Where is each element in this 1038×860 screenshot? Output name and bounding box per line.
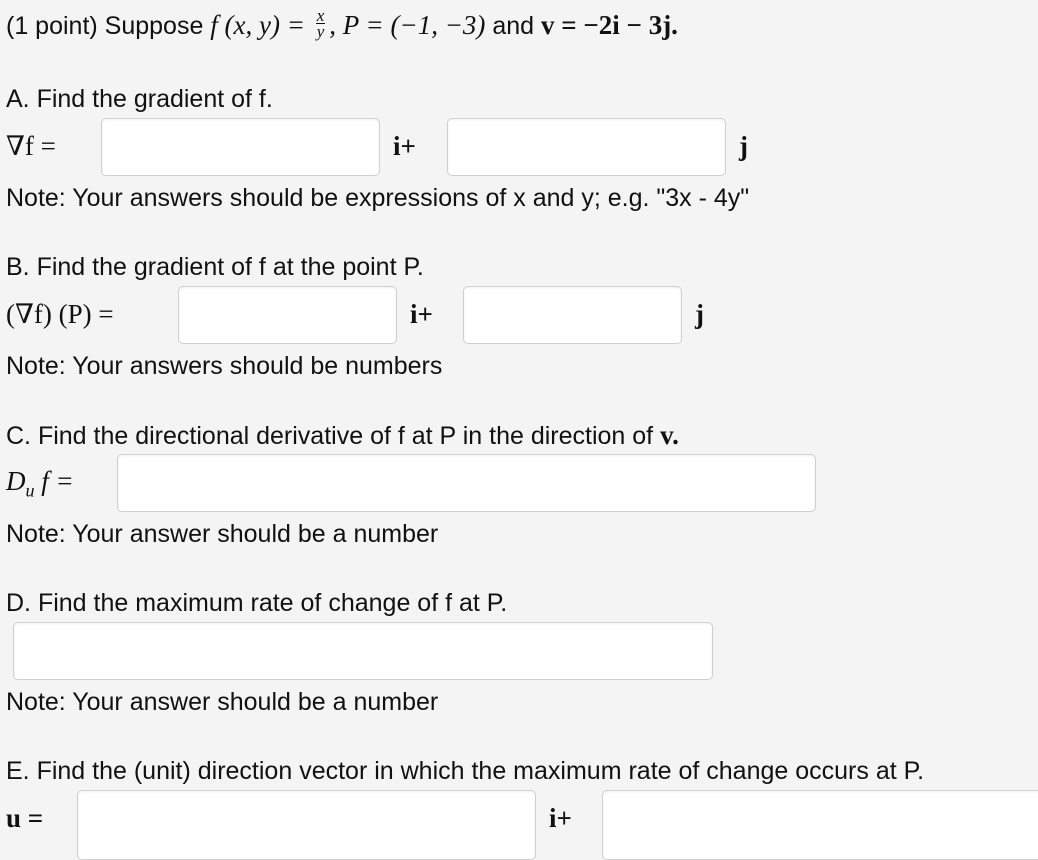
part-c-prompt-text: C. Find the directional derivative of f at P in the direction of (6, 422, 661, 450)
part-a-i-unit: i+ (393, 131, 416, 161)
part-a-prompt: A. Find the gradient of f. (6, 85, 273, 113)
directional-derivative-symbol: D (6, 466, 26, 496)
gradient-j-input[interactable] (447, 118, 726, 176)
part-c-label (6, 466, 74, 505)
part-a-note: Note: Your answers should be expressions of x and y; e.g. "3x - 4y" (6, 184, 750, 212)
problem-statement (6, 5, 678, 43)
part-c-prompt-vector: v. (660, 420, 679, 450)
max-rate-input[interactable] (13, 622, 713, 680)
part-a-j-unit: j (739, 131, 748, 161)
part-c-note: Note: Your answer should be a number (6, 520, 439, 548)
gradient-at-p-i-input[interactable] (178, 286, 397, 344)
gradient-at-p-j-input[interactable] (463, 286, 682, 344)
part-b-note: Note: Your answers should be numbers (6, 352, 443, 380)
part-b-i-unit: i+ (410, 299, 433, 329)
and-text: and (485, 12, 542, 40)
part-e-label: u = (6, 803, 44, 833)
part-c-prompt (6, 420, 679, 451)
fraction-numerator: x (316, 5, 325, 25)
directional-derivative-subscript: u (25, 480, 35, 501)
function-definition: f (x, y) = (210, 10, 312, 40)
gradient-i-input[interactable] (101, 118, 380, 176)
part-d-note: Note: Your answer should be a number (6, 688, 439, 716)
part-e-prompt: E. Find the (unit) direction vector in which the maximum rate of change occurs at P. (6, 757, 925, 785)
directional-derivative-function: f = (41, 466, 74, 496)
unit-direction-i-input[interactable] (77, 790, 536, 860)
part-b-label: (∇f) (P) = (6, 299, 114, 329)
part-b-j-unit: j (695, 299, 704, 329)
part-e-i-unit: i+ (549, 803, 572, 833)
point-definition: , P = (−1, −3) (329, 10, 486, 40)
part-a-label: ∇f = (6, 131, 56, 161)
function-fraction (316, 5, 326, 41)
directional-derivative-input[interactable] (117, 454, 816, 512)
unit-direction-j-input[interactable] (602, 790, 1038, 860)
part-d-prompt: D. Find the maximum rate of change of f at P. (6, 589, 508, 617)
vector-definition: v = −2i − 3j. (541, 10, 678, 40)
part-b-prompt: B. Find the gradient of f at the point P. (6, 253, 424, 281)
fraction-denominator: y (316, 21, 325, 41)
points-label: (1 point) Suppose (6, 12, 211, 40)
